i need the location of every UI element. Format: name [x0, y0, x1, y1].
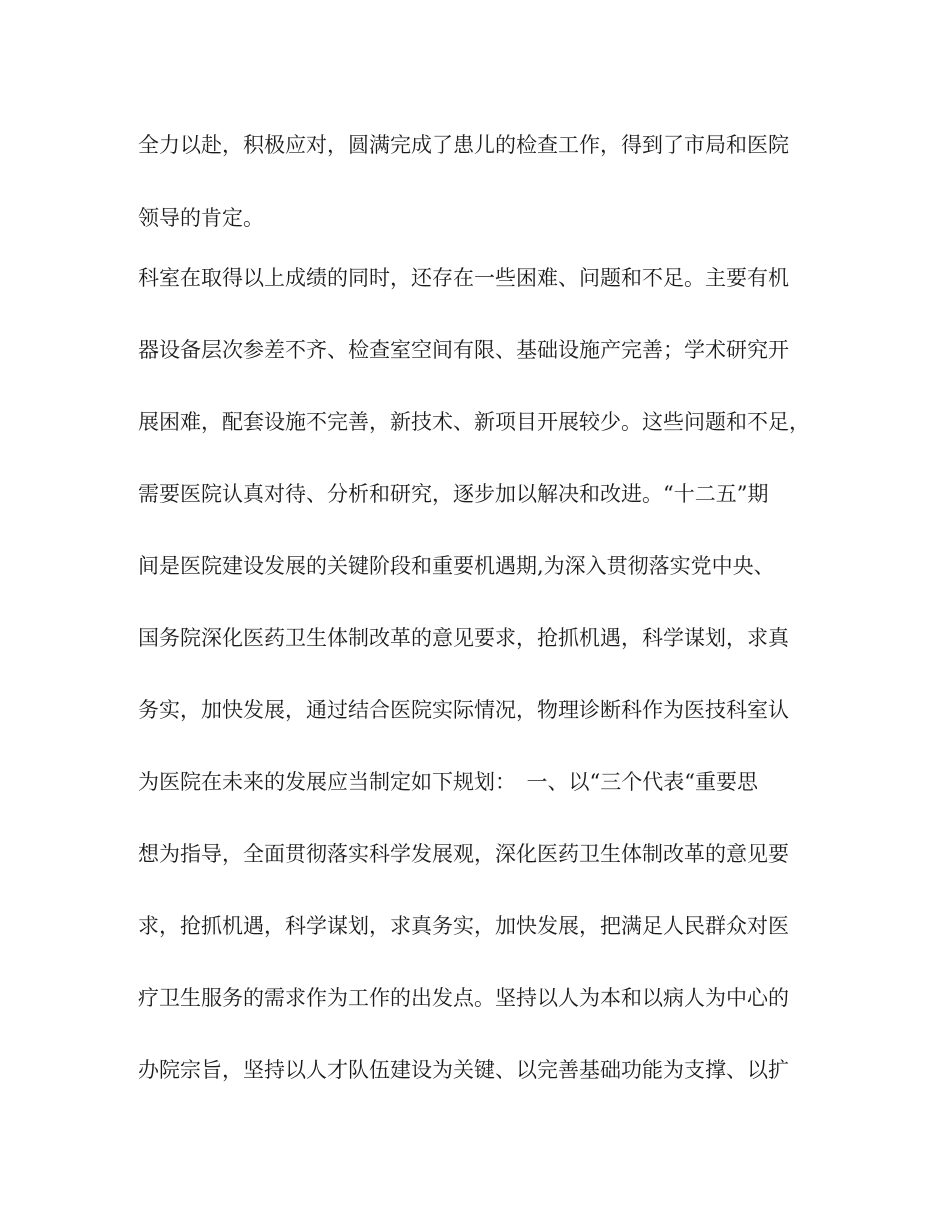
text-line: 科室在取得以上成绩的同时，还存在一些困难、问题和不足。主要有机 [138, 266, 789, 290]
text-line: 器设备层次参差不齐、检查室空间有限、基础设施产完善；学术研究开 [138, 338, 789, 362]
text-line: 办院宗旨，坚持以人才队伍建设为关键、以完善基础功能为支撑、以扩 [138, 1058, 789, 1082]
text-line: 想为指导，全面贯彻落实科学发展观，深化医药卫生体制改革的意见要 [138, 842, 789, 866]
text-line: 疗卫生服务的需求作为工作的出发点。坚持以人为本和以病人为中心的 [138, 986, 789, 1010]
text-line: 全力以赴，积极应对，圆满完成了患儿的检查工作，得到了市局和医院 [138, 133, 789, 157]
text-line: 务实，加快发展，通过结合医院实际情况，物理诊断科作为医技科室认 [138, 698, 789, 722]
text-line: 国务院深化医药卫生体制改革的意见要求，抢抓机遇，科学谋划，求真 [138, 626, 789, 650]
text-line: 求，抢抓机遇，科学谋划，求真务实，加快发展，把满足人民群众对医 [138, 914, 789, 938]
text-line: 展困难，配套设施不完善，新技术、新项目开展较少。这些问题和不足， [138, 410, 810, 434]
text-line: 间是医院建设发展的关键阶段和重要机遇期,为深入贯彻落实党中央、 [138, 554, 775, 578]
text-line: 为医院在未来的发展应当制定如下规划： 一、以“三个代表“重要思 [138, 770, 758, 794]
text-line: 领导的肯定。 [138, 206, 264, 230]
text-line: 需要医院认真对待、分析和研究，逐步加以解决和改进。“十二五”期 [138, 482, 769, 506]
